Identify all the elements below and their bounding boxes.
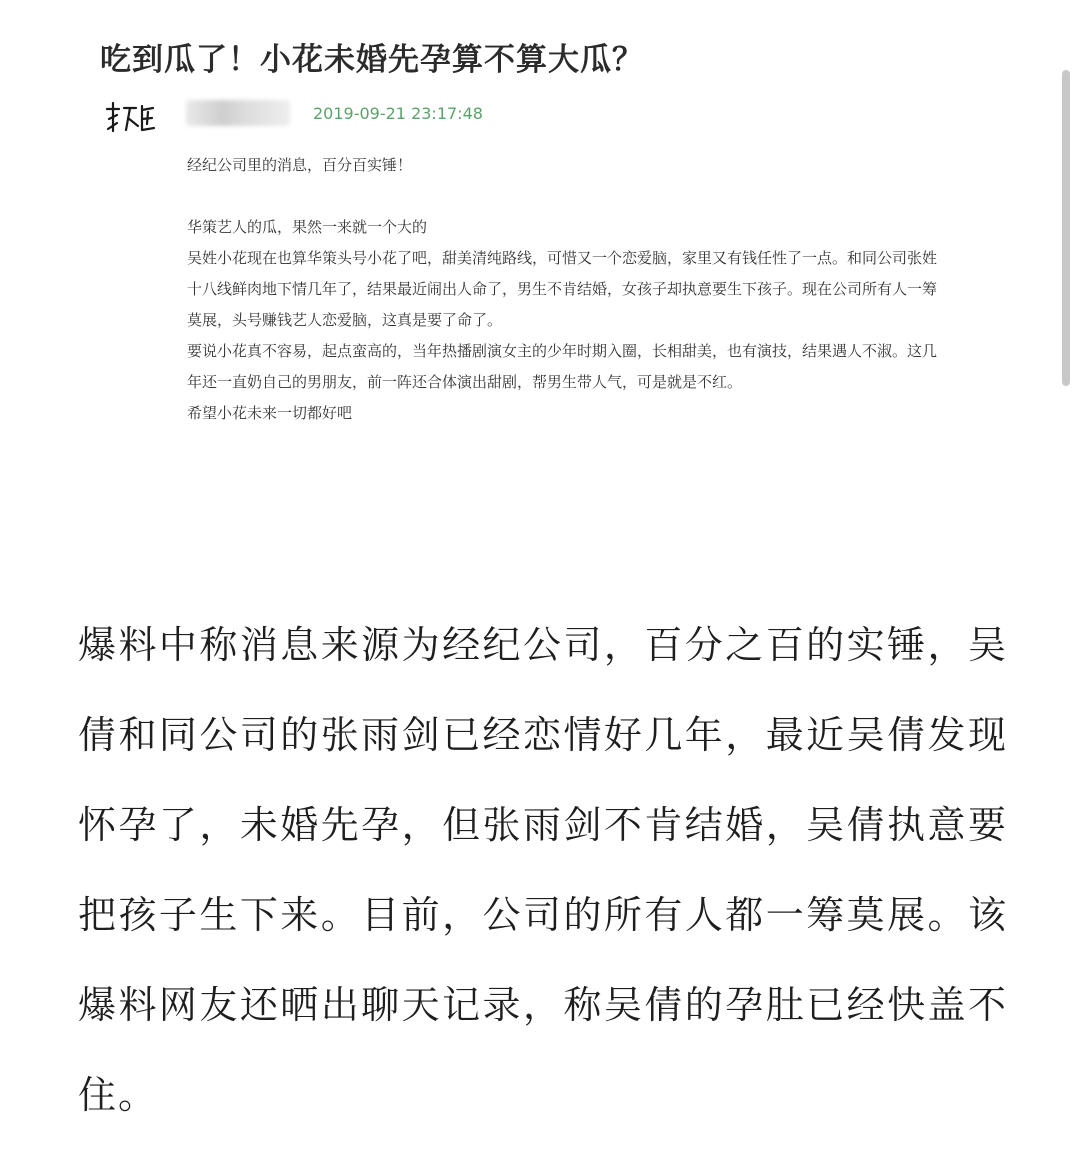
post-blank-line (187, 181, 947, 212)
post-timestamp: 2019-09-21 23:17:48 (313, 104, 483, 123)
forum-post-screenshot (0, 0, 1080, 500)
blurred-username[interactable] (186, 100, 290, 126)
vertical-scrollbar[interactable] (1062, 70, 1070, 386)
post-paragraph: 吴姓小花现在也算华策头号小花了吧，甜美清纯路线，可惜又一个恋爱脑，家里又有钱任性了一点。和同公司张姓十八线鲜肉地下情几年了，结果最近闹出人命了，男生不肯结婚，女孩子却执意要生下孩子。现在公司所有人一筹莫展，头号赚钱艺人恋爱脑，这真是要了命了。 (187, 249, 938, 329)
post-paragraph: 要说小花真不容易，起点蛮高的，当年热播剧演女主的少年时期入圈，长相甜美，也有演技，结果遇人不淑。这几年还一直奶自己的男朋友，前一阵还合体演出甜剧，帮男生带人气，可是就是不红。 (187, 342, 938, 391)
post-paragraph: 希望小花未来一切都好吧 (187, 404, 353, 422)
signature-avatar-icon-graphic (104, 100, 156, 136)
post-paragraph: 经纪公司里的消息，百分百实锤！ (187, 156, 413, 174)
signature-avatar-icon[interactable] (104, 100, 156, 136)
post-paragraph: 华策艺人的瓜，果然一来就一个大的 (187, 218, 428, 236)
post-body (187, 150, 947, 429)
article-paragraph: 爆料中称消息来源为经纪公司，百分之百的实锤，吴倩和同公司的张雨剑已经恋情好几年，最近吴倩发现怀孕了，未婚先孕，但张雨剑不肯结婚，吴倩执意要把孩子生下来。目前，公司的所有人都一筹莫展。该爆料网友还晒出聊天记录，称吴倩的孕肚已经快盖不住。 (78, 623, 1008, 1117)
post-title[interactable]: 吃到瓜了！小花未婚先孕算不算大瓜？ (100, 42, 644, 78)
